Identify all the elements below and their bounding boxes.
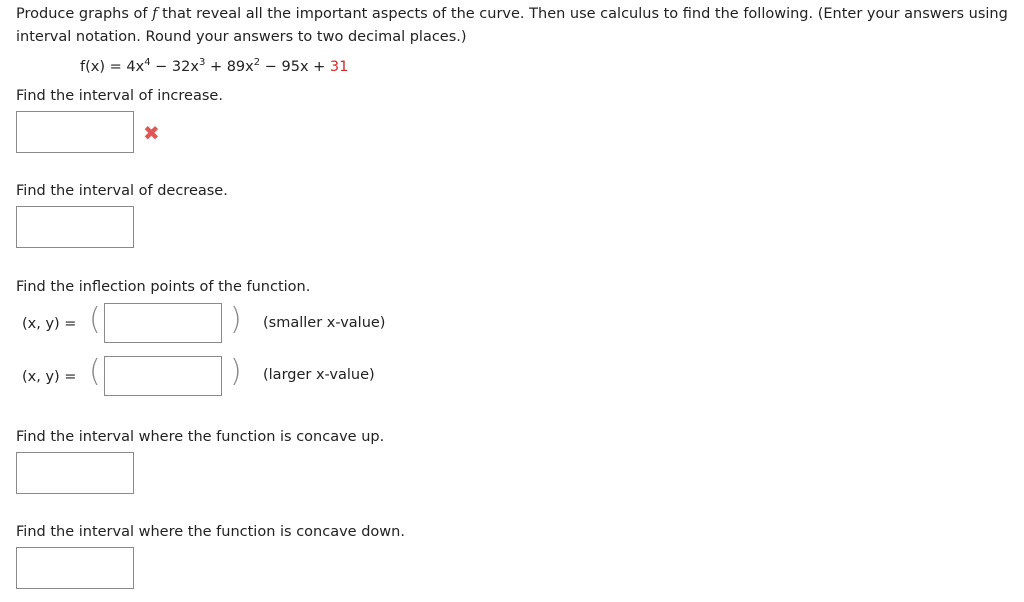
close-paren-2: )	[230, 354, 242, 389]
concave-up-label: Find the interval where the function is concave up.	[16, 429, 385, 445]
formula-exponent: 4	[144, 57, 151, 68]
open-paren-2: (	[89, 354, 101, 389]
inflection-2-input[interactable]	[104, 356, 222, 396]
intro-text-rest: that reveal all the important aspects of the curve. Then use calculus to find the following. (Enter your answers using interval notation. Round your answers to two decimal places.)	[16, 6, 1008, 45]
formula-term: − 95x +	[260, 58, 330, 75]
inflection-label: Find the inflection points of the function.	[16, 279, 311, 295]
question-text	[16, 3, 1016, 49]
intro-text: Produce graphs of	[16, 6, 153, 22]
inflection-1-note: (smaller x-value)	[263, 315, 386, 331]
function-name: f	[152, 6, 158, 22]
function-formula	[80, 57, 348, 75]
formula-term: − 32x	[150, 58, 199, 75]
inflection-2-note: (larger x-value)	[263, 367, 375, 383]
inflection-1-input[interactable]	[104, 303, 222, 343]
decrease-input[interactable]	[16, 206, 134, 248]
formula-term: f(x) = 4x	[80, 58, 145, 75]
close-paren-1: )	[230, 302, 242, 337]
incorrect-x-icon: ✖	[143, 121, 160, 145]
concave-down-label: Find the interval where the function is concave down.	[16, 524, 405, 540]
xy-label-1: (x, y) =	[22, 316, 77, 332]
concave-down-input[interactable]	[16, 547, 134, 589]
decrease-label: Find the interval of decrease.	[16, 183, 228, 199]
increase-label: Find the interval of increase.	[16, 88, 223, 104]
concave-up-input[interactable]	[16, 452, 134, 494]
increase-input[interactable]	[16, 111, 134, 153]
formula-exponent: 2	[253, 57, 261, 68]
formula-constant: 31	[329, 58, 349, 75]
xy-label-2: (x, y) =	[22, 369, 77, 385]
formula-term: + 89x	[205, 58, 254, 75]
formula-exponent: 3	[198, 57, 206, 68]
open-paren-1: (	[89, 302, 101, 337]
